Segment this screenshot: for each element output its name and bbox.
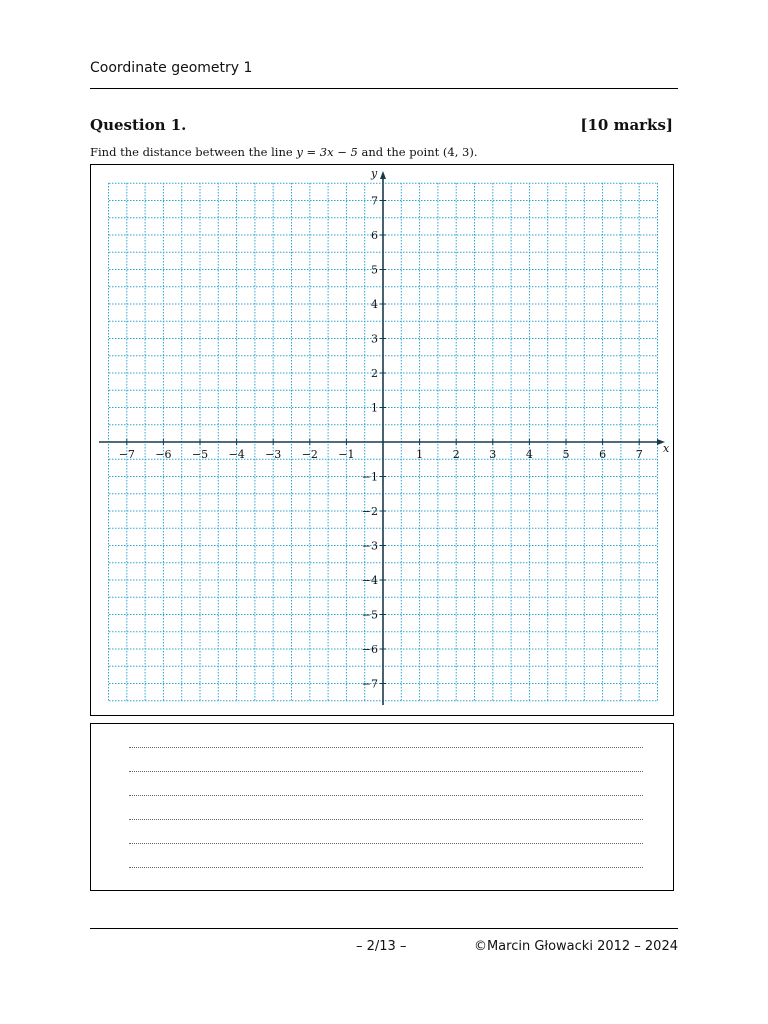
y-tick-label: −3 bbox=[361, 539, 378, 553]
y-tick-label: 4 bbox=[371, 298, 378, 311]
tick-labels bbox=[119, 167, 670, 691]
footer-rule bbox=[90, 928, 678, 929]
y-tick-label: −4 bbox=[361, 574, 378, 587]
question-text-suffix: . bbox=[473, 145, 478, 159]
question-text-middle: and the point bbox=[357, 145, 443, 159]
x-axis-label: x bbox=[663, 442, 670, 455]
document-header: Coordinate geometry 1 bbox=[90, 60, 253, 76]
y-tick-label: −2 bbox=[361, 505, 378, 518]
y-tick-label: 6 bbox=[371, 229, 378, 242]
y-tick-label: −1 bbox=[361, 470, 378, 484]
x-tick-label: 3 bbox=[489, 448, 497, 461]
y-axis-label: y bbox=[371, 167, 378, 180]
y-tick-label: −6 bbox=[361, 643, 378, 656]
y-tick-label: −5 bbox=[361, 608, 378, 622]
page-number: – 2/13 – bbox=[356, 939, 407, 954]
x-tick-label: −6 bbox=[155, 448, 172, 461]
y-tick-label: −7 bbox=[361, 677, 378, 691]
answer-line[interactable] bbox=[129, 795, 643, 796]
header-rule bbox=[90, 88, 678, 89]
x-tick-label: −3 bbox=[265, 448, 282, 461]
x-tick-label: −4 bbox=[228, 448, 245, 461]
x-tick-label: 4 bbox=[525, 448, 533, 461]
y-tick-label: 1 bbox=[371, 401, 378, 415]
y-axis-arrow bbox=[380, 171, 386, 179]
axes bbox=[99, 171, 665, 705]
question-equation: y = 3x − 5 bbox=[296, 145, 358, 159]
x-tick-label: 5 bbox=[562, 448, 570, 461]
question-marks: [10 marks] bbox=[580, 116, 673, 134]
question-title: Question 1. bbox=[90, 116, 187, 134]
question-text bbox=[90, 145, 478, 159]
y-tick-label: 2 bbox=[371, 367, 378, 380]
graph-box[interactable] bbox=[90, 164, 674, 716]
y-tick-label: 5 bbox=[371, 263, 378, 277]
answer-line[interactable] bbox=[129, 867, 643, 868]
x-tick-label: 7 bbox=[635, 448, 643, 461]
answer-line[interactable] bbox=[129, 747, 643, 748]
question-text-prefix: Find the distance between the line bbox=[90, 145, 297, 159]
answer-box[interactable] bbox=[90, 723, 674, 891]
x-tick-label: 6 bbox=[599, 448, 607, 461]
y-tick-label: 7 bbox=[371, 194, 378, 208]
x-tick-label: −2 bbox=[301, 448, 318, 461]
copyright-notice: ©Marcin Głowacki 2012 – 2024 bbox=[473, 939, 678, 954]
answer-line[interactable] bbox=[129, 771, 643, 772]
x-tick-label: −1 bbox=[338, 448, 355, 461]
x-tick-label: 1 bbox=[416, 448, 424, 461]
question-point: (4, 3) bbox=[442, 145, 474, 159]
y-tick-label: 3 bbox=[371, 332, 378, 346]
x-tick-label: −7 bbox=[118, 448, 135, 461]
x-tick-label: −5 bbox=[191, 448, 209, 461]
x-tick-label: 2 bbox=[452, 448, 460, 461]
coordinate-grid[interactable] bbox=[91, 165, 675, 717]
answer-line[interactable] bbox=[129, 819, 643, 820]
answer-line[interactable] bbox=[129, 843, 643, 844]
